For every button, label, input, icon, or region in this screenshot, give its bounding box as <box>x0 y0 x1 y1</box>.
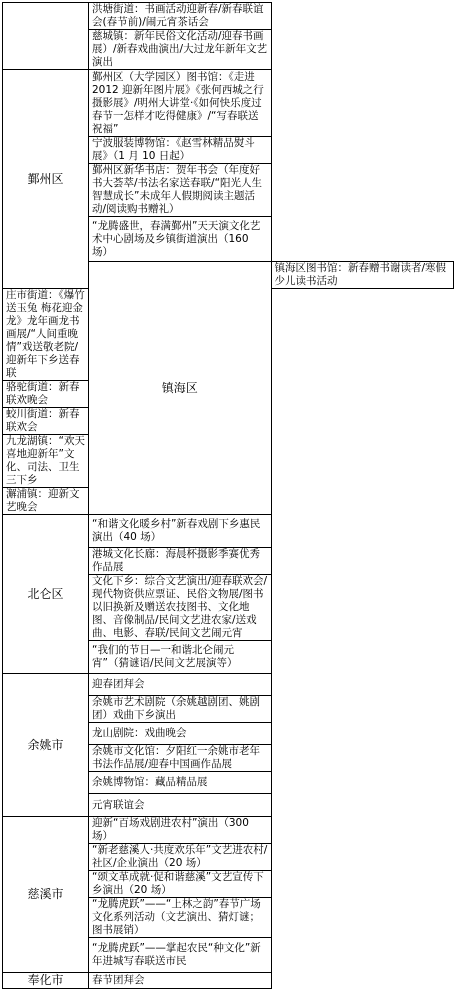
table-row <box>3 515 454 548</box>
region-cell: 镇海区 <box>89 262 272 515</box>
activity-cell: 余姚市文化馆：夕阳红一余姚市老年书法作品展/迎春中国画作品展 <box>89 745 272 772</box>
activity-cell: 骆驼街道：新春联欢晚会 <box>3 381 89 408</box>
activity-cell: “龙腾虎跃”——掌起农民“种文化”新年进城写春联送市民 <box>89 938 272 973</box>
activity-cell: “和谐文化暖乡村”新春戏剧下乡惠民演出（40 场） <box>89 515 272 548</box>
activity-cell: 澥浦镇：迎新文艺晚会 <box>3 488 89 515</box>
table-row <box>3 817 454 844</box>
activity-cell: 元宵联谊会 <box>89 794 272 817</box>
region-cell: 慈溪市 <box>3 817 89 973</box>
activity-cell: “颂文革成就·促和谐慈溪”文艺宣传下乡演出（20 场） <box>89 871 272 898</box>
activity-cell: 余姚博物馆：藏品精品展 <box>89 772 272 794</box>
region-cell: 余姚市 <box>3 674 89 817</box>
activity-cell: 迎春团拜会 <box>89 674 272 696</box>
activity-cell: 春节团拜会 <box>89 973 272 989</box>
activity-cell: “我们的节日—一和谐北仑闹元宵”（猜谜语/民间文艺展演等） <box>89 641 272 674</box>
activities-table <box>2 2 454 989</box>
activity-cell: 蛟川街道：新春联欢会 <box>3 408 89 435</box>
activity-cell: 庄市街道：《爆竹送玉兔 梅花迎金龙》龙年画龙书画展/“人间重晚情”戏送敬老院/迎新年下乡送春联 <box>3 289 89 381</box>
activity-cell: “龙腾虎跃”——“上林之韵”春节广场文化系列活动（文艺演出、猜灯谜；图书展销） <box>89 898 272 938</box>
activity-cell: 宁波服装博物馆：《赵雪林精品熨斗展》（1 月 10 日起） <box>89 137 272 164</box>
table-row <box>3 674 454 696</box>
region-cell <box>3 3 89 70</box>
region-cell: 鄞州区 <box>3 70 89 289</box>
activity-cell: 九龙湖镇：“欢天喜地迎新年”文化、司法、卫生三下乡 <box>3 435 89 488</box>
region-cell: 奉化市 <box>3 973 89 989</box>
activity-cell: 洪塘街道：书画活动迎新春/新春联谊会(春节前)/闹元宵茶话会 <box>89 3 272 30</box>
activity-cell: 龙山剧院：戏曲晚会 <box>89 723 272 745</box>
table-row <box>3 70 454 137</box>
table-row <box>3 973 454 989</box>
activity-cell: 迎新“百场戏剧进农村”演出（300 场） <box>89 817 272 844</box>
activity-cell: 鄞州区新华书店：贺年书会（年度好书大荟萃/书法名家送春联/“阳光人生 智慧成长”未成年人假期阅读主题活动/阅读购书赠礼） <box>89 164 272 217</box>
table-row <box>3 3 454 30</box>
activity-cell: 鄞州区（大学园区）图书馆：《走进 2012 迎新年图片展》《张何西城之行摄影展》/明州大讲堂·《如何快乐度过春节一怎样才吃得健康》/“写春联送祝福” <box>89 70 272 137</box>
activity-cell: 文化下乡：综合文艺演出/迎春联欢会/现代物资供应票证、民俗文物展/图书以旧换新及赠送农技图书、文化地图、音像制品/民间文艺进农家/送戏曲、电影、春联/民间文艺闹元宵 <box>89 575 272 641</box>
region-cell: 北仑区 <box>3 515 89 674</box>
activity-cell: 余姚市艺术剧院（余姚越剧团、姚剧团）戏曲下乡演出 <box>89 696 272 723</box>
activity-cell: 慈城镇：新年民俗文化活动/迎春书画展）/新春戏曲演出/大过龙年新年文艺演出 <box>89 30 272 70</box>
activity-cell: “新老慈溪人·共度欢乐年”文艺进农村/社区/企业演出（20 场） <box>89 844 272 871</box>
activity-cell: “龙腾盛世，春满鄞州”天天演文化艺术中心剧场及乡镇街道演出（160 场） <box>89 217 272 262</box>
activity-cell: 港城文化长廊：海晨杯摄影季赛优秀作品展 <box>89 548 272 575</box>
activity-cell: 镇海区图书馆：新春赠书谢读者/寒假少儿读书活动 <box>271 262 454 289</box>
